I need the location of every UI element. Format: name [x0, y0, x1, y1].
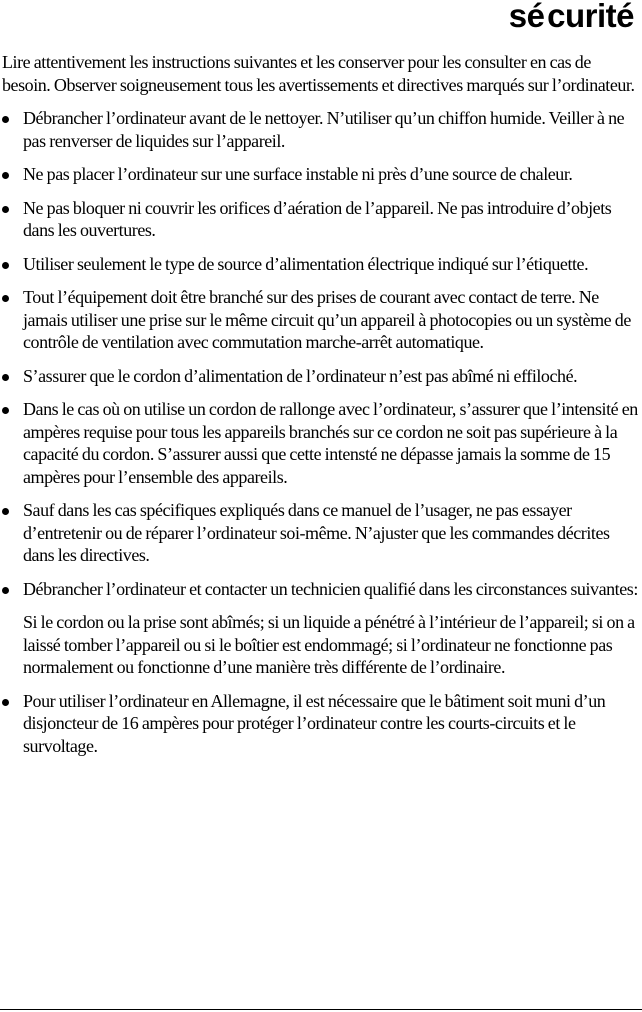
bullet-icon	[2, 407, 9, 414]
bullet-icon	[2, 587, 9, 594]
list-item	[2, 690, 638, 758]
list-item	[2, 365, 638, 388]
bullet-icon	[2, 262, 9, 269]
list-item	[2, 499, 638, 567]
list-item	[2, 107, 638, 152]
list-item-text: Tout l’équipement doit être branché sur des prises de courant avec contact de terre. Ne jamais utiliser une prise sur le même circuit qu’un appareil à photocopies ou un système de contrôle de ventilation avec commutation marche-arrêt automatique.	[23, 287, 631, 352]
bullet-icon	[2, 116, 9, 123]
bullet-icon	[2, 508, 9, 515]
bottom-rule	[0, 1009, 642, 1010]
list-item	[2, 163, 638, 186]
list-item	[2, 398, 638, 488]
document-body	[2, 51, 638, 768]
bullet-icon	[2, 374, 9, 381]
list-item-text: Ne pas bloquer ni couvrir les orifices d’aération de l’appareil. Ne pas introduire d’objets dans les ouvertures.	[23, 197, 612, 240]
list-item	[2, 286, 638, 354]
bullet-icon	[2, 206, 9, 213]
list-item-text: Pour utiliser l’ordinateur en Allemagne, il est nécessaire que le bâtiment soit muni d’un disjoncteur de 16 ampères pour protéger l’ordinateur contre les courts-circuits et le survoltage.	[23, 690, 606, 756]
list-item	[2, 578, 638, 679]
safety-instructions-list	[2, 107, 638, 757]
list-item-subparagraph: Si le cordon ou la prise sont abîmés; si un liquide a pénétré à l’intérieur de l’appareil; si on a laissé tomber l’appareil ou si le boîtier est endommagé; si l’ordinateur ne fonctionne pas normalement ou fonctionne d’une manière très différente de l’ordinaire.	[23, 612, 635, 677]
list-item-text: Débrancher l’ordinateur et contacter un technicien qualifié dans les circonstances suivantes:	[23, 578, 638, 599]
list-item-text: Dans le cas où on utilise un cordon de rallonge avec l’ordinateur, s’assurer que l’intensité en ampères requise pour tous les appareils branchés sur ce cordon ne soit pas supérieure à la capacité du cordon. S’assurer aussi que cette intensté ne dépasse jamais la somme de 15 ampères pour l’ensemble des appareils.	[23, 399, 638, 487]
intro-paragraph: Lire attentivement les instructions suivantes et les conserver pour les consulter en cas de besoin. Observer soigneusement tous les avertissements et directives marqués sur l’ordinateur.	[2, 52, 635, 95]
page-title: sé curité	[508, 0, 634, 34]
bullet-icon	[2, 172, 9, 179]
list-item	[2, 253, 638, 276]
bullet-icon	[2, 699, 9, 706]
list-item-text: S’assurer que le cordon d’alimentation de l’ordinateur n’est pas abîmé ni effiloché.	[23, 365, 578, 386]
list-item	[2, 197, 638, 242]
list-item-text: Débrancher l’ordinateur avant de le nettoyer. N’utiliser qu’un chiffon humide. Veiller à ne pas renverser de liquides sur l’appareil.	[23, 108, 625, 151]
list-item-text: Utiliser seulement le type de source d’alimentation électrique indiqué sur l’étiquette.	[23, 253, 589, 274]
list-item-text: Sauf dans les cas spécifiques expliqués dans ce manuel de l’usager, ne pas essayer d’entretenir ou de réparer l’ordinateur soi-même. N’ajuster que les commandes décrites dans les directives.	[23, 500, 610, 565]
bullet-icon	[2, 295, 9, 302]
list-item-text: Ne pas placer l’ordinateur sur une surface instable ni près d’une source de chaleur.	[23, 164, 573, 184]
